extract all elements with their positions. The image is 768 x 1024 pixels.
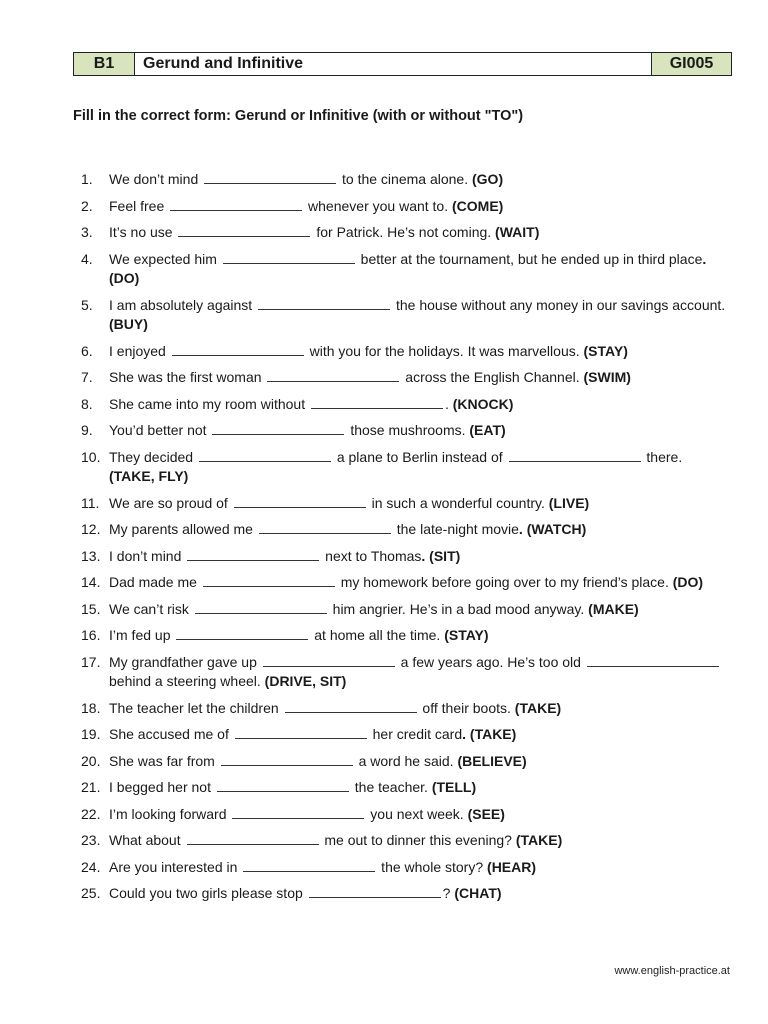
exercise-item	[73, 296, 728, 335]
verb-hint: (DO)	[672, 574, 704, 590]
exercise-sentence: I begged her not the teacher. (TELL)	[109, 779, 477, 795]
verb-hint: (TAKE)	[514, 699, 562, 716]
verb-hint: (GO)	[472, 171, 504, 187]
exercise-item	[73, 197, 728, 217]
answer-blank[interactable]	[178, 224, 310, 237]
verb-hint: (KNOCK)	[452, 395, 514, 412]
exercise-item	[73, 626, 728, 646]
exercise-number: 21.	[81, 779, 101, 795]
answer-blank[interactable]	[176, 627, 308, 640]
answer-blank[interactable]	[309, 885, 441, 898]
answer-blank[interactable]	[267, 369, 399, 382]
exercise-sentence: I am absolutely against the house without any money in our savings account. (BUY)	[109, 296, 726, 332]
exercise-sentence: We can’t risk him angrier. He’s in a bad mood anyway. (MAKE)	[109, 600, 639, 617]
exercise-sentence: You’d better not those mushrooms. (EAT)	[109, 422, 506, 438]
answer-blank[interactable]	[285, 700, 417, 713]
exercise-number: 25.	[81, 885, 101, 901]
exercise-item	[73, 395, 728, 415]
exercise-number: 12.	[81, 521, 101, 537]
verb-hint: (BUY)	[109, 316, 148, 332]
verb-hint: (STAY)	[583, 342, 628, 359]
answer-blank[interactable]	[223, 251, 355, 264]
exercise-item	[73, 752, 728, 772]
answer-blank[interactable]	[195, 601, 327, 614]
exercise-sentence: My parents allowed me the late-night movie. (WATCH)	[109, 521, 587, 537]
exercise-item	[73, 653, 728, 692]
exercise-sentence: My grandfather gave up a few years ago. He’s too old behind a steering wheel. (DRIVE, SIT)	[109, 653, 728, 692]
exercise-sentence: The teacher let the children off their boots. (TAKE)	[109, 699, 562, 716]
exercise-number: 5.	[81, 296, 93, 313]
exercise-number: 7.	[81, 369, 93, 385]
verb-hint: (CHAT)	[454, 885, 502, 901]
exercise-item	[73, 547, 728, 567]
exercise-number: 9.	[81, 422, 93, 438]
verb-hint: . (DO)	[109, 250, 707, 286]
answer-blank[interactable]	[232, 806, 364, 819]
worksheet-code: GI005	[652, 53, 731, 75]
answer-blank[interactable]	[258, 297, 390, 310]
exercise-number: 23.	[81, 832, 101, 848]
answer-blank[interactable]	[217, 779, 349, 792]
verb-hint: (TAKE, FLY)	[109, 468, 189, 484]
exercise-sentence: She was far from a word he said. (BELIEVE)	[109, 752, 527, 769]
exercise-number: 20.	[81, 752, 101, 769]
exercise-number: 11.	[81, 494, 100, 511]
exercise-sentence: They decided a plane to Berlin instead of there. (TAKE, FLY)	[109, 448, 683, 484]
answer-blank[interactable]	[263, 654, 395, 667]
verb-hint: . (TAKE)	[462, 726, 517, 742]
exercise-number: 17.	[81, 653, 101, 670]
exercise-number: 16.	[81, 627, 101, 643]
exercise-number: 22.	[81, 805, 101, 822]
answer-blank[interactable]	[311, 396, 443, 409]
exercise-number: 4.	[81, 250, 93, 267]
exercise-sentence: Dad made me my homework before going over to my friend’s place. (DO)	[109, 574, 704, 590]
level-label: B1	[74, 53, 135, 75]
verb-hint: (BELIEVE)	[457, 752, 527, 769]
exercise-item	[73, 858, 728, 878]
answer-blank[interactable]	[509, 449, 641, 462]
exercise-number: 10.	[81, 448, 101, 465]
exercise-item	[73, 884, 728, 904]
verb-hint: (SWIM)	[583, 369, 631, 385]
exercise-sentence: We expected him better at the tournament, but he ended up in third place. (DO)	[109, 250, 707, 286]
instruction-text: Fill in the correct form: Gerund or Infinitive (with or without "TO")	[73, 108, 524, 124]
verb-hint: (STAY)	[444, 627, 489, 643]
exercise-item	[73, 520, 728, 540]
verb-hint: (SEE)	[467, 805, 505, 822]
exercise-sentence: What about me out to dinner this evening? (TAKE)	[109, 832, 563, 848]
exercise-sentence: Feel free whenever you want to. (COME)	[109, 197, 504, 214]
exercise-sentence: It’s no use for Patrick. He’s not coming. (WAIT)	[109, 224, 540, 240]
exercise-item	[73, 448, 728, 487]
worksheet-header	[73, 52, 732, 76]
exercise-number: 14.	[81, 574, 101, 590]
answer-blank[interactable]	[587, 654, 719, 667]
exercise-sentence: I’m fed up at home all the time. (STAY)	[109, 627, 489, 643]
footer-url: www.english-practice.at	[614, 965, 730, 977]
exercise-number: 1.	[81, 171, 93, 187]
exercise-item	[73, 805, 728, 825]
exercise-number: 19.	[81, 726, 101, 742]
exercise-number: 24.	[81, 858, 101, 875]
answer-blank[interactable]	[212, 422, 344, 435]
exercise-item	[73, 342, 728, 362]
exercise-sentence: I don’t mind next to Thomas. (SIT)	[109, 547, 461, 564]
exercise-sentence: Could you two girls please stop ? (CHAT)	[109, 885, 502, 901]
exercise-item	[73, 421, 728, 441]
exercise-sentence: Are you interested in the whole story? (HEAR)	[109, 858, 537, 875]
exercise-sentence: I’m looking forward you next week. (SEE)	[109, 805, 505, 822]
exercise-item	[73, 725, 728, 745]
answer-blank[interactable]	[172, 343, 304, 356]
exercise-sentence: We are so proud of in such a wonderful country. (LIVE)	[109, 494, 590, 511]
verb-hint: (COME)	[452, 197, 504, 214]
answer-blank[interactable]	[235, 726, 367, 739]
exercise-list	[73, 170, 728, 911]
answer-blank[interactable]	[221, 753, 353, 766]
exercise-number: 18.	[81, 699, 101, 716]
exercise-sentence: We don’t mind to the cinema alone. (GO)	[109, 171, 504, 187]
exercise-item	[73, 573, 728, 593]
verb-hint: (HEAR)	[487, 858, 537, 875]
exercise-item	[73, 250, 728, 289]
exercise-item	[73, 368, 728, 388]
verb-hint: (DRIVE, SIT)	[264, 673, 347, 689]
exercise-item	[73, 699, 728, 719]
verb-hint: (TAKE)	[515, 832, 563, 848]
answer-blank[interactable]	[234, 495, 366, 508]
answer-blank[interactable]	[187, 548, 319, 561]
exercise-item	[73, 778, 728, 798]
verb-hint: (EAT)	[469, 422, 506, 438]
exercise-item	[73, 600, 728, 620]
exercise-number: 15.	[81, 600, 101, 617]
verb-hint: . (WATCH)	[518, 521, 587, 537]
exercise-sentence: I enjoyed with you for the holidays. It was marvellous. (STAY)	[109, 342, 628, 359]
answer-blank[interactable]	[187, 832, 319, 845]
answer-blank[interactable]	[259, 521, 391, 534]
verb-hint: . (SIT)	[421, 547, 461, 564]
answer-blank[interactable]	[243, 859, 375, 872]
verb-hint: (MAKE)	[588, 600, 639, 617]
exercise-sentence: She came into my room without . (KNOCK)	[109, 395, 514, 412]
exercise-item	[73, 831, 728, 851]
worksheet-title: Gerund and Infinitive	[135, 53, 652, 75]
exercise-number: 2.	[81, 197, 93, 214]
verb-hint: (WAIT)	[495, 224, 540, 240]
verb-hint: (TELL)	[431, 779, 477, 795]
exercise-number: 8.	[81, 395, 93, 412]
exercise-number: 3.	[81, 224, 93, 240]
exercise-number: 6.	[81, 342, 93, 359]
exercise-item	[73, 494, 728, 514]
exercise-item	[73, 223, 728, 243]
exercise-sentence: She accused me of her credit card. (TAKE)	[109, 726, 517, 742]
exercise-item	[73, 170, 728, 190]
verb-hint: (LIVE)	[548, 494, 590, 511]
answer-blank[interactable]	[199, 449, 331, 462]
exercise-sentence: She was the first woman across the English Channel. (SWIM)	[109, 369, 631, 385]
answer-blank[interactable]	[203, 574, 335, 587]
answer-blank[interactable]	[170, 198, 302, 211]
exercise-number: 13.	[81, 547, 101, 564]
answer-blank[interactable]	[204, 171, 336, 184]
